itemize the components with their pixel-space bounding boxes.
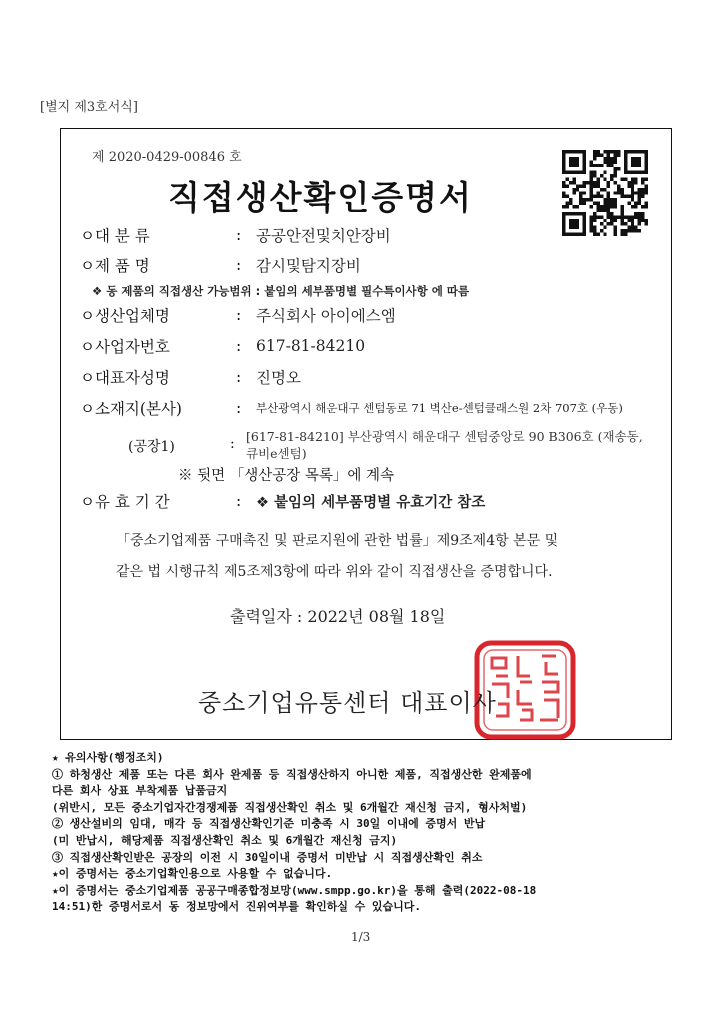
field-manufacturer-colon: : xyxy=(236,306,242,324)
field-factory-value: [617-81-84210] 부산광역시 해운대구 센텀중앙로 90 B306호 (재송동, 큐비e센텀) xyxy=(246,429,643,461)
field-product-colon: : xyxy=(236,256,242,274)
field-factory-colon: : xyxy=(230,436,235,452)
field-validity xyxy=(80,490,485,512)
notes-line: ③ 직접생산확인받은 공장의 이전 시 30일이내 증명서 미반납 시 직접생산확인 취소 xyxy=(52,850,483,864)
field-manufacturer-value: 주식회사 아이에스엠 xyxy=(256,307,396,325)
scope-note: ❖ 동 제품의 직접생산 가능범위 : 붙임의 세부품명별 필수특이사항 에 따름 xyxy=(92,284,470,298)
notes-line: ★이 증명서는 중소기업제품 공공구매종합정보망(www.smpp.go.kr)을 통해 출력(2022-08-18 xyxy=(52,883,537,897)
certificate-number: 제 2020-0429-00846 호 xyxy=(92,150,242,165)
notes-line: ① 하청생산 제품 또는 다른 회사 완제품 등 직접생산하지 아니한 제품, 직접생산한 완제품에 xyxy=(52,767,532,781)
field-representative-label: ㅇ대표자성명 xyxy=(80,369,170,387)
qr-code-icon xyxy=(562,150,648,236)
notes-line: ★ 유의사항(행정조치) xyxy=(52,751,164,764)
notes-section xyxy=(52,750,536,916)
notes-line: (위반시, 모든 중소기업자간경쟁제품 직접생산확인 취소 및 6개월간 재신청 금지, 형사처벌) xyxy=(52,800,528,814)
field-business-number-label: ㅇ사업자번호 xyxy=(80,338,170,356)
field-business-number-colon: : xyxy=(236,337,242,355)
field-representative xyxy=(80,366,301,388)
field-address xyxy=(80,397,623,419)
field-factory-label: (공장1) xyxy=(128,439,175,455)
field-manufacturer-label: ㅇ생산업체명 xyxy=(80,307,170,325)
field-representative-colon: : xyxy=(236,368,242,386)
field-business-number xyxy=(80,335,365,357)
field-business-number-value: 617-81-84210 xyxy=(256,337,366,355)
field-validity-label: ㅇ유 효 기 간 xyxy=(80,493,170,511)
field-address-colon: : xyxy=(236,399,242,417)
notes-line: ② 생산설비의 임대, 매각 등 직접생산확인기준 미충족 시 30일 이내에 증명서 반납 xyxy=(52,817,486,831)
field-category xyxy=(80,224,391,246)
field-category-label: ㅇ대 분 류 xyxy=(80,227,150,245)
field-category-colon: : xyxy=(236,226,242,244)
notes-line: 다른 회사 상표 부착제품 납품금지 xyxy=(52,784,228,798)
factory-list-note: ※ 뒷면 「생산공장 목록」에 계속 xyxy=(178,468,395,484)
field-product xyxy=(80,254,361,276)
document-title: 직접생산확인증명서 xyxy=(168,178,473,217)
notes-line: 14:51)한 증명서로서 동 정보망에서 진위여부를 확인하실 수 있습니다. xyxy=(52,900,421,914)
issuer-name: 중소기업유통센터 대표이사 xyxy=(198,689,497,717)
issue-date: 출력일자 : 2022년 08월 18일 xyxy=(230,607,446,626)
field-representative-value: 진명오 xyxy=(256,369,301,387)
field-address-label: ㅇ소재지(본사) xyxy=(80,400,182,418)
field-address-value: 부산광역시 해운대구 센텀동로 71 벽산e-센텀클래스원 2차 707호 (우동) xyxy=(256,401,623,415)
form-label: [별지 제3호서식] xyxy=(40,100,138,115)
body-text-line-1: 「중소기업제품 구매촉진 및 판로지원에 관한 법률」제9조제4항 본문 및 xyxy=(116,533,559,549)
field-product-value: 감시및탐지장비 xyxy=(256,257,361,275)
notes-line: ★이 증명서는 중소기업확인용으로 사용할 수 없습니다. xyxy=(52,867,333,881)
page-number: 1/3 xyxy=(351,930,371,944)
field-validity-colon: : xyxy=(236,492,242,510)
field-product-label: ㅇ제 품 명 xyxy=(80,257,150,275)
field-category-value: 공공안전및치안장비 xyxy=(256,227,391,245)
body-text-line-2: 같은 법 시행규칙 제5조제3항에 따라 위와 같이 직접생산을 증명합니다. xyxy=(116,564,553,580)
field-manufacturer xyxy=(80,304,396,326)
field-validity-value: ❖ 붙임의 세부품명별 유효기간 참조 xyxy=(256,494,486,511)
notes-line: (미 반납시, 해당제품 직접생산확인 취소 및 6개월간 재신청 금지) xyxy=(52,833,398,847)
